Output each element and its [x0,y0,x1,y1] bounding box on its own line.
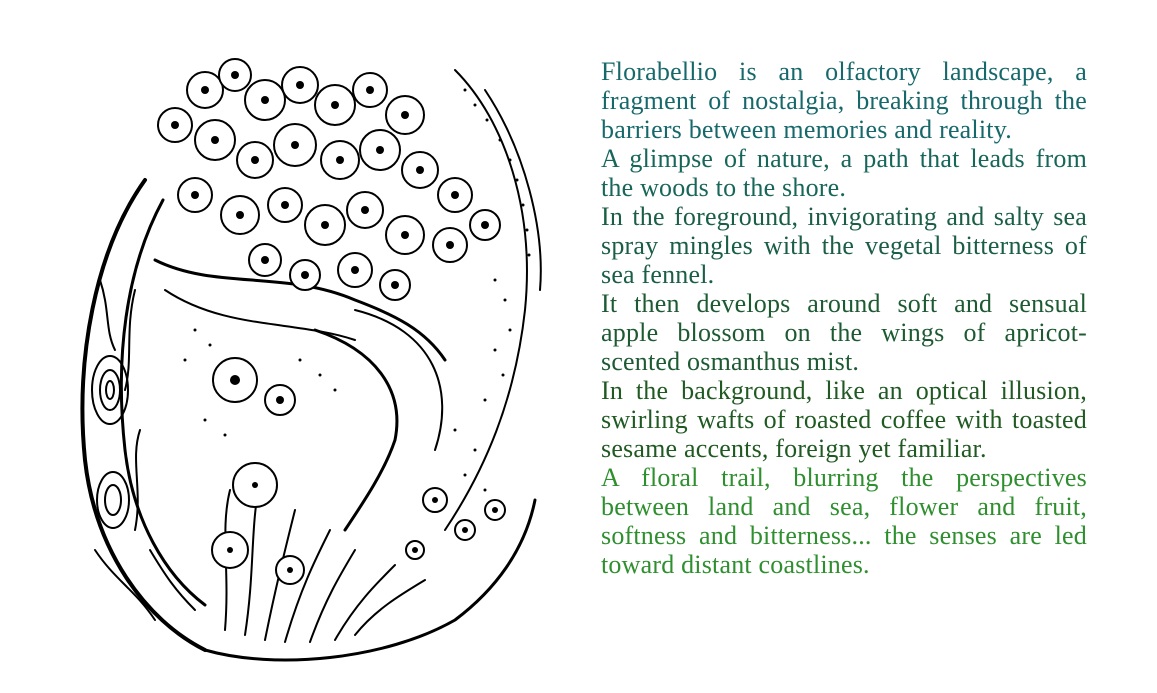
landscape-illustration [55,30,555,670]
paragraph-trail: A floral trail, blurring the perspectives between land and sea, flower and fruit, softness and bitterness... the senses are led toward distant coastlines. [601,463,1087,579]
paragraph-foreground: In the foreground, invigorating and salty sea spray mingles with the vegetal bitterness of sea fennel. [601,202,1087,289]
description-text [601,57,1087,579]
paragraph-intro: Florabellio is an olfactory landscape, a fragment of nostalgia, breaking through the barriers between memories and reality. [601,57,1087,144]
paragraph-heart: It then develops around soft and sensual apple blossom on the wings of apricot-scented osmanthus mist. [601,289,1087,376]
paragraph-nature-path: A glimpse of nature, a path that leads from the woods to the shore. [601,144,1087,202]
paragraph-background: In the background, like an optical illusion, swirling wafts of roasted coffee with toasted sesame accents, foreign yet familiar. [601,376,1087,463]
